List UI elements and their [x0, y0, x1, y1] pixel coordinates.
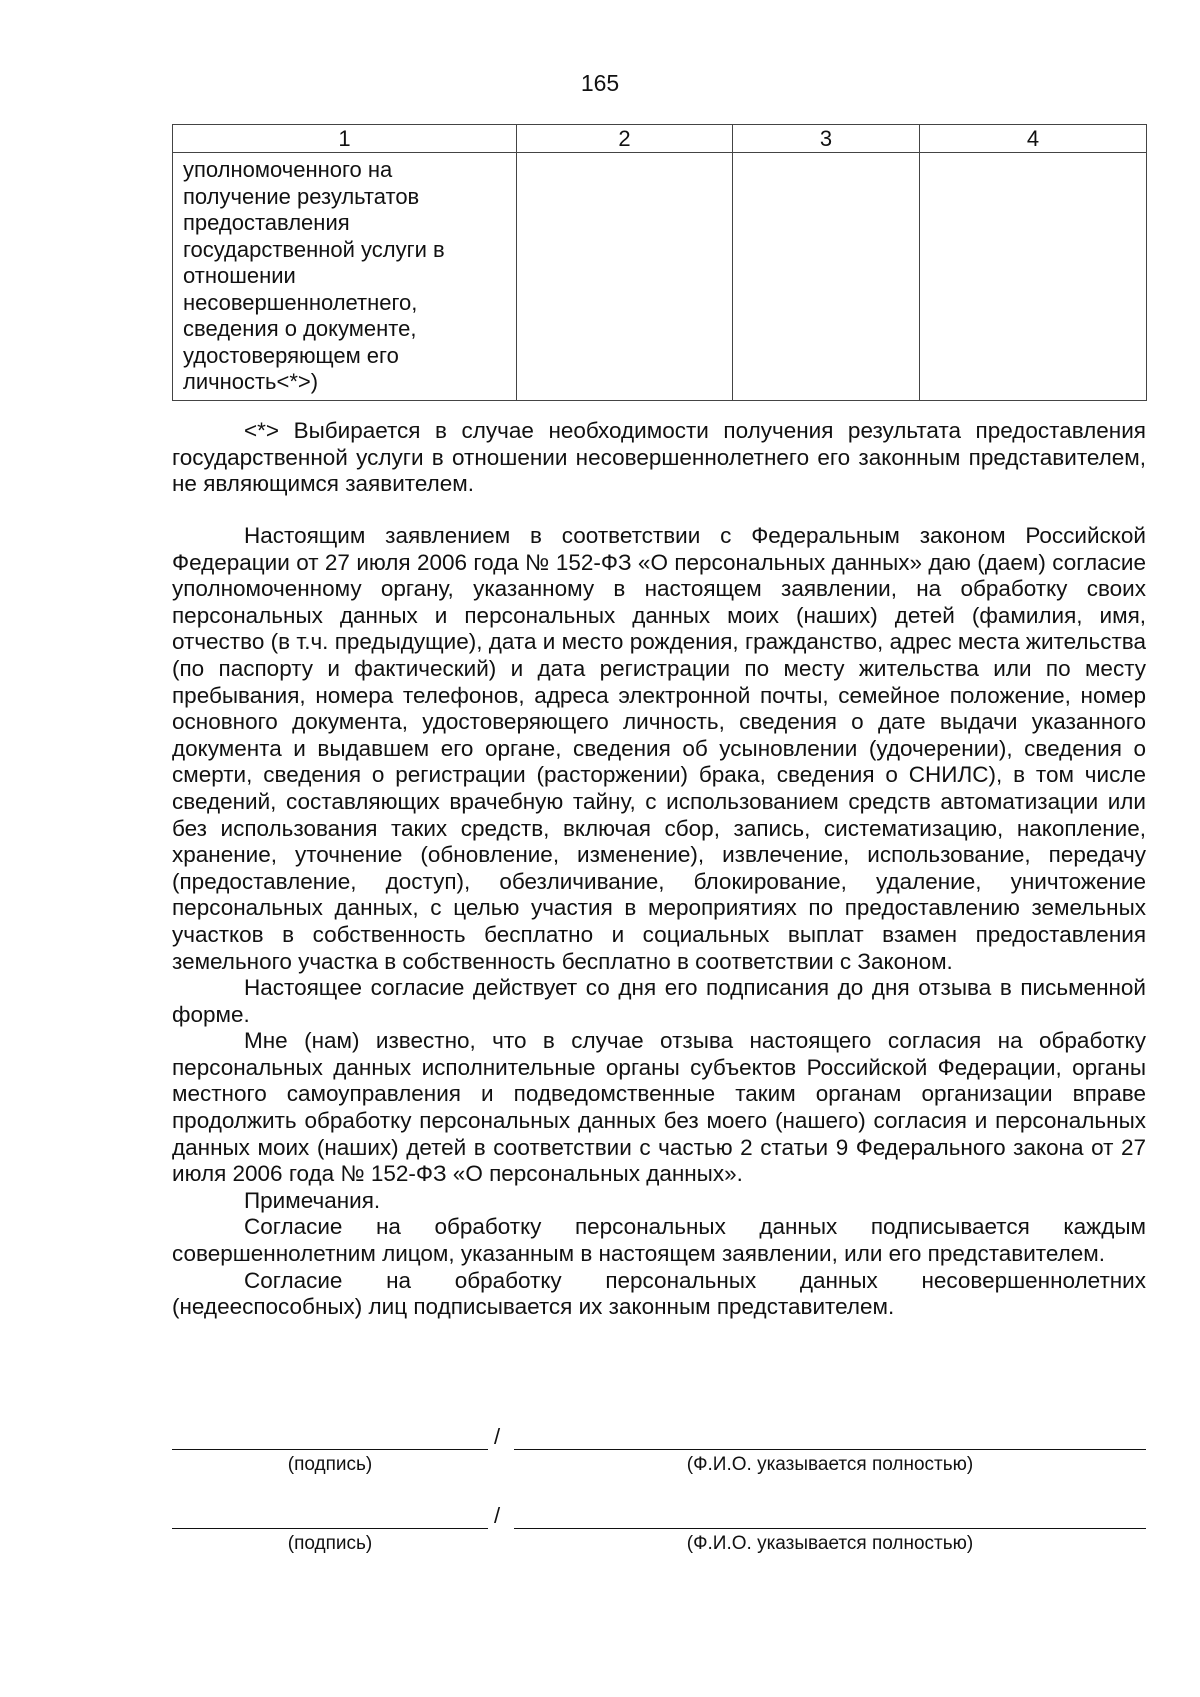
signature-row-1	[172, 1410, 1146, 1450]
table-cell-empty	[733, 153, 920, 401]
table-header-row	[173, 125, 1147, 153]
revocation-paragraph: Мне (нам) известно, что в случае отзыва настоящего согласия на обработку персональных данных исполнительные органы субъектов Российской Федерации, органы местного самоуправления и подведомственные таким органам организации вправе продолжить обработку персональных данных без моего (нашего) согласия и персональных данных моих (наших) детей в соответствии с частью 2 статьи 9 Федерального закона от 27 июля 2006 года № 152-ФЗ «О персональных данных».	[172, 1028, 1146, 1187]
table-row	[173, 153, 1147, 401]
table-cell-empty	[920, 153, 1147, 401]
note-adults: Согласие на обработку персональных данных подписывается каждым совершеннолетним лицом, указанным в настоящем заявлении, или его представителем.	[172, 1214, 1146, 1267]
full-name-caption: (Ф.И.О. указывается полностью)	[686, 1533, 974, 1554]
separator: /	[494, 1503, 501, 1528]
column-header-2: 2	[517, 125, 733, 153]
column-header-3: 3	[733, 125, 920, 153]
form-table	[172, 124, 1147, 401]
separator: /	[494, 1424, 501, 1449]
signature-caption: (подпись)	[287, 1454, 373, 1475]
notes-heading: Примечания.	[244, 1187, 381, 1213]
footnote-text: <*> Выбирается в случае необходимости получения результата предоставления государственной услуги в отношении несовершеннолетнего его законным представителем, не являющимся заявителем.	[172, 418, 1146, 497]
footnote	[172, 418, 1146, 498]
column-header-1: 1	[173, 125, 517, 153]
column-header-4: 4	[920, 125, 1147, 153]
signature-caption: (подпись)	[287, 1533, 373, 1554]
consent-text	[172, 523, 1146, 1321]
page-number: 165	[580, 70, 620, 96]
signature-line[interactable]	[172, 1528, 488, 1529]
signature-row-2	[172, 1489, 1146, 1529]
full-name-line[interactable]	[514, 1528, 1146, 1529]
validity-paragraph: Настоящее согласие действует со дня его подписания до дня отзыва в письменной форме.	[172, 975, 1146, 1027]
note-minors: Согласие на обработку персональных данных несовершеннолетних (недееспособных) лиц подписывается их законным представителем.	[172, 1267, 1146, 1320]
table-cell-description: уполномоченного на получение результатов предоставления государственной услуги в отношении несовершеннолетнего, сведения о документе, удостоверяющем его личность<*>)	[173, 153, 517, 401]
full-name-caption: (Ф.И.О. указывается полностью)	[686, 1454, 974, 1475]
full-name-line[interactable]	[514, 1449, 1146, 1450]
signature-line[interactable]	[172, 1449, 488, 1450]
table-cell-empty	[517, 153, 733, 401]
consent-paragraph: Настоящим заявлением в соответствии с Федеральным законом Российской Федерации от 27 июля 2006 года № 152-ФЗ «О персональных данных» даю (даем) согласие уполномоченному органу, указанному в настоящем заявлении, на обработку своих персональных данных и персональных данных моих (наших) детей (фамилия, имя, отчество (в т.ч. предыдущие), дата и место рождения, гражданство, адрес места жительства (по паспорту и фактический) и дата регистрации по месту жительства или по месту пребывания, номера телефонов, адреса электронной почты, семейное положение, номер основного документа, удостоверяющего личность, сведения о дате выдачи указанного документа и выдавшем его органе, сведения об усыновлении (удочерении), сведения о смерти, сведения о регистрации (расторжении) брака, сведения о СНИЛС), в том числе сведений, составляющих врачебную тайну, с использованием средств автоматизации или без использования таких средств, включая сбор, запись, систематизацию, накопление, хранение, уточнение (обновление, изменение), извлечение, использование, передачу (предоставление, доступ), обезличивание, блокирование, удаление, уничтожение персональных данных, с целью участия в мероприятиях по предоставлению земельных участков в собственность бесплатно и социальных выплат взамен предоставления земельного участка в собственность бесплатно в соответствии с Законом.	[172, 523, 1146, 974]
